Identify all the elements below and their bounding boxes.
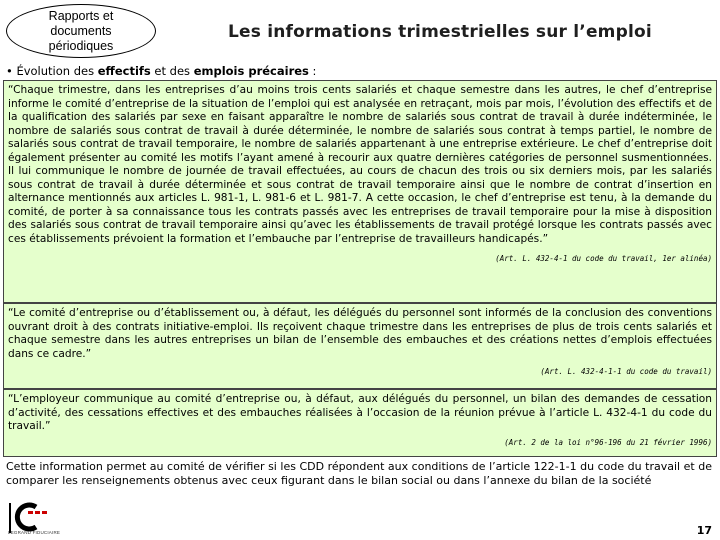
bullet-prefix: • Évolution des [6,64,98,78]
bullet-middle: et des [150,64,194,78]
quote-ref-3: (Art. 2 de la loi n°96-196 du 21 février 1996) [504,437,712,447]
section-oval-label: Rapports et documents périodiques [6,4,156,58]
bullet-heading [6,64,316,78]
page-number: 17 [696,524,712,537]
quote-box-3 [3,389,717,457]
quote-box-1 [3,80,717,303]
quote-text-3: “L’employeur communique au comité d’entreprise ou, à défaut, aux délégués du personnel, un bilan des demandes de cessation d’activité, des cessations effectives et des embauches réalisées à l’occasion de la réunion prévue à l’article L. 432-4-1 du code du travail.” [8,393,712,432]
quote-ref-2: (Art. L. 432-4-1-1 du code du travail) [540,367,712,376]
quote-text-2: “Le comité d’entreprise ou d’établissement ou, à défaut, les délégués du personnel sont informés de la conclusion des conventions ouvrant droit à des contrats initiative-emploi. Ils reçoivent chaque trimestre dans les entreprises de plus de trois cents salariés et chaque semestre dans les autres entreprises un bilan de l’ensemble des embauches et des créations nettes d’emplois effectuées dans ce cadre.” [8,307,712,360]
page-title: Les informations trimestrielles sur l’emploi [228,22,652,42]
bullet-bold-emplois: emplois précaires [193,64,309,78]
quote-box-2 [3,303,717,389]
quote-text-1: “Chaque trimestre, dans les entreprises d’au moins trois cents salariés et chaque semestre dans les autres, le chef d’entreprise informe le comité d’entreprise de la situation de l’emploi qui est analysée en retraçant, mois par mois, l’évolution des effectifs et de la qualification des salariés par sexe en faisant apparaître le nombre de salariés sous contrat de travail à durée indéterminée, le nombre de salariés sous contrat de travail à durée déterminée, le nombre de salariés sous contrat à temps partiel, le nombre de salariés sous contrat de travail temporaire, le nombre de salariés appartenant à une entreprise extérieure. Le chef d’entreprise doit également présenter au comité les motifs l’ayant amené à recourir aux quatre dernières catégories de personnel susmentionnées. Il lui communique le nombre de journée de travail effectuées, au cours de chacun des trois ou six derniers mois, par les salariés sous contrat de travail à durée déterminée et sous contrat de travail temporaire ainsi que le nombre de contrat d’insertion en alternance mentionnés aux articles L. 981-1, L. 981-6 et L. 981-7. A cette occasion, le chef d’entreprise est tenu, à la demande du comité, de porter à sa connaissance tous les contrats passés avec les entreprises de travail temporaire pour la mise à disposition des salariés sous contrat de travail temporaire ainsi qu’avec les établissements de travail protégé lorsque les contrats passés avec ces établissements prévoient la formation et l’embauche par l’entreprise de travailleurs handicapés.” [8,84,712,245]
conclusion-text: Cette information permet au comité de vérifier si les CDD répondent aux conditions de l’article 122-1-1 du code du travail et de comparer les renseignements obtenus avec ceux figurant dans le bilan social ou dans l’annexe du bilan de la société [6,460,712,487]
bullet-suffix: : [308,64,317,78]
logo-text: LEGRAND FIDUCIAIRE [8,530,61,535]
bullet-bold-effectifs: effectifs [97,64,151,78]
quote-ref-1: (Art. L. 432-4-1 du code du travail, 1er alinéa) [495,254,712,263]
